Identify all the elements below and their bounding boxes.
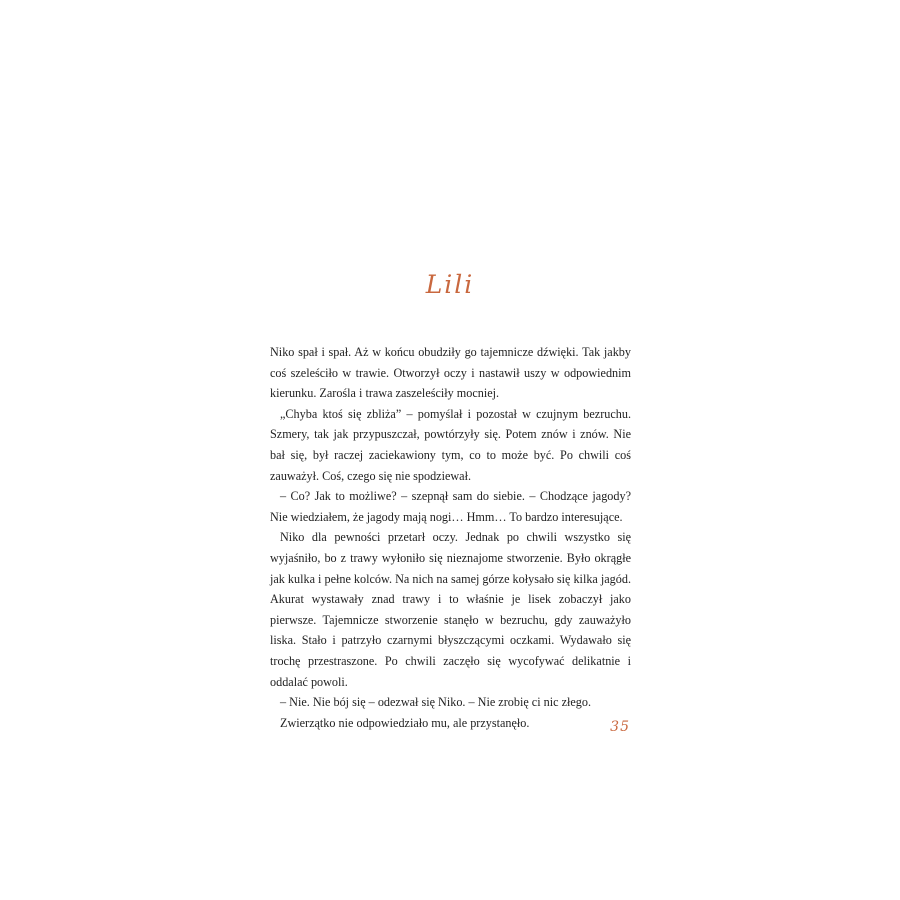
dialogue-paragraph: – Co? Jak to możliwe? – szepnął sam do siebie. – Chodzące jagody? Nie wiedziałem, że jagody mają nogi… Hmm… To bardzo interesujące.	[270, 489, 631, 524]
dialogue-paragraph: – Nie. Nie bój się – odezwał się Niko. – Nie zrobię ci nic złego.	[280, 695, 592, 710]
paragraph: „Chyba ktoś się zbliża” – pomyślał i pozostał w czujnym bezruchu. Szmery, tak jak przypuszczał, powtórzyły się. Potem znów i znów. Nie bał się, był raczej zaciekawiony tym, co to może być. Po chwili coś zauważył. Coś, czego się nie spodziewał.	[270, 406, 631, 483]
paragraph: Niko spał i spał. Aż w końcu obudziły go tajemnicze dźwięki. Tak jakby coś szeleściło w trawie. Otworzył oczy i nastawił uszy w odpowiednim kierunku. Zarośla i trawa zaszeleściły mocniej.	[270, 345, 631, 401]
paragraph: Zwierzątko nie odpowiedziało mu, ale przystanęło.	[280, 715, 530, 730]
page-number: 35	[610, 719, 630, 735]
paragraph: Niko dla pewności przetarł oczy. Jednak po chwili wszystko się wyjaśniło, bo z trawy wyłoniło się nieznajome stworzenie. Było okrągłe jak kulka i pełne kolców. Na nich na samej górze kołysało się kilka jagód. Akurat wystawały znad trawy i to właśnie je lisek zobaczył jako pierwsze. Tajemnicze stworzenie stanęło w bezruchu, gdy zauważyło liska. Stało i patrzyło czarnymi błyszczącymi oczkami. Wydawało się trochę przestraszone. Po chwili zaczęło się wycofywać delikatnie i oddalać powoli.	[270, 530, 632, 689]
chapter-body	[270, 342, 631, 733]
chapter-title: Lili	[425, 270, 475, 299]
